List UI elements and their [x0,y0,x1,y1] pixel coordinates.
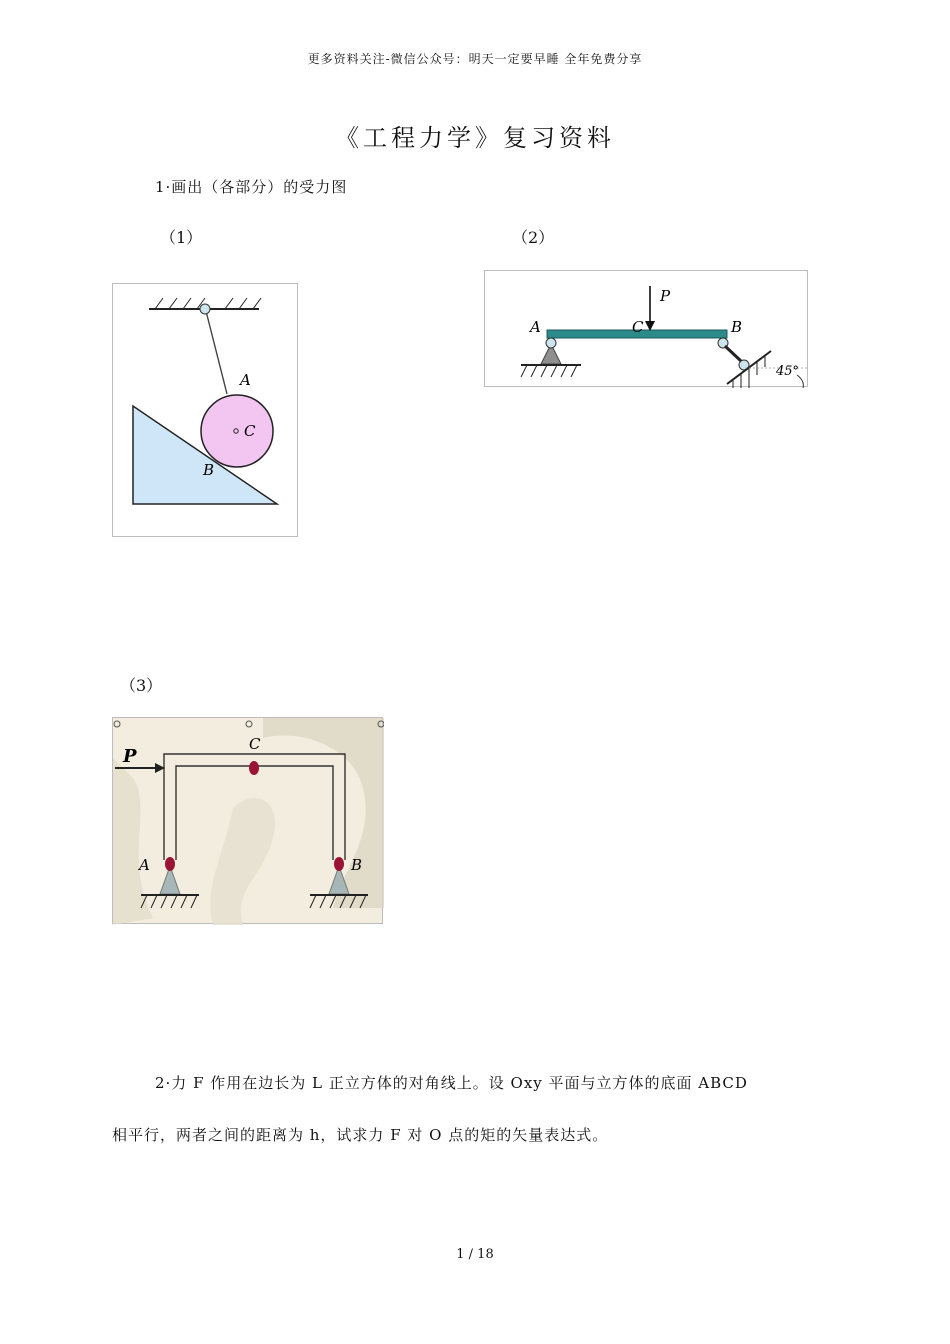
label-A: A [240,371,251,389]
ground-A-hatch [141,895,197,908]
bg-stain-middle [210,798,275,925]
bg-stain-right [263,718,384,908]
angle-label: 45° [776,364,800,379]
label-C: C [249,735,261,753]
ground-A-hatch [521,365,577,377]
label-C: C [632,318,644,336]
figure-3-drawing [113,718,384,925]
question-2-line-1: 2·力 F 作用在边长为 L 正立方体的对角线上。设 Oxy 平面与立方体的底面 ABCD [155,1074,748,1092]
label-P: P [660,287,671,305]
figure-3 [112,717,383,924]
corner-mark-middle [246,721,252,727]
corner-mark-left [114,721,120,727]
question-1-text: 1·画出（各部分）的受力图 [155,178,348,196]
sub-label-2: （2） [512,228,555,247]
figure-2-drawing [485,271,809,388]
label-B: B [731,318,743,336]
hinge-B [334,857,344,871]
figure-1-drawing [113,284,299,538]
sub-label-3: （3） [120,676,163,695]
label-P: P [123,746,137,767]
figure-2 [484,270,808,387]
hinge-A [165,857,175,871]
page-title: 《工程力学》复习资料 [335,124,615,152]
sub-label-1: （1） [160,228,203,247]
bg-stain-left [113,758,153,925]
label-B: B [203,461,215,479]
figure-1 [112,283,298,537]
page-number: 1 / 18 [456,1247,494,1262]
page-header: 更多资料关注-微信公众号：明天一定要早睡 全年免费分享 [307,52,643,66]
ceiling-pin [200,304,210,314]
hinge-C [249,761,259,775]
link-B [725,346,742,362]
label-A: A [139,856,150,874]
label-B: B [351,856,363,874]
pin-A [546,338,556,348]
question-2-line-2: 相平行，两者之间的距离为 h，试求力 F 对 O 点的矩的矢量表达式。 [112,1126,609,1144]
label-C: C [244,422,256,440]
label-A: A [530,318,541,336]
sphere [201,395,273,467]
rope [206,311,227,394]
